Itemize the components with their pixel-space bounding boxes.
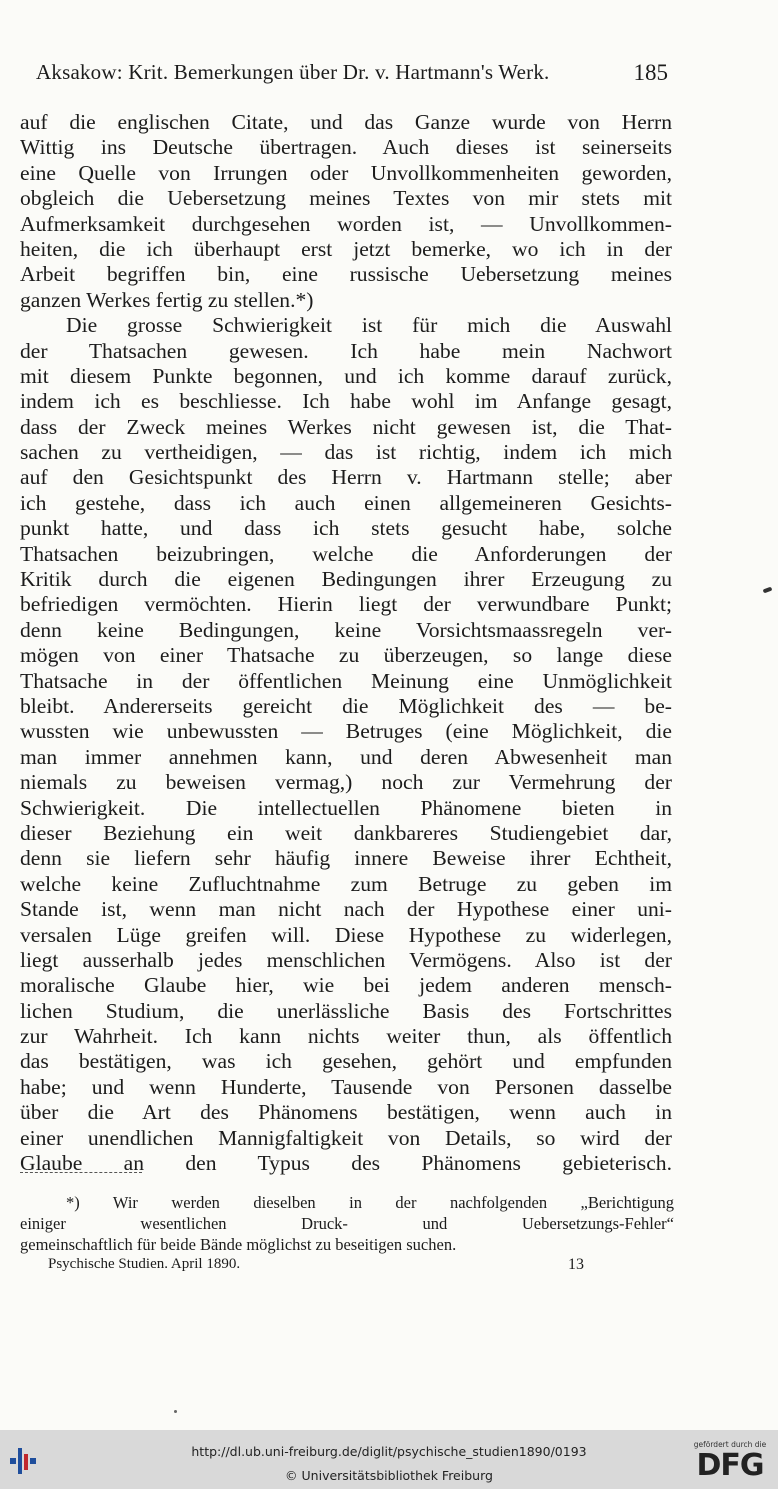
text-line: lichen Studium, die unerlässliche Basis des Fortschrittes <box>20 998 672 1023</box>
text-line: moralische Glaube hier, wie bei jedem anderen mensch- <box>20 973 672 998</box>
text-line: einer unendlichen Mannigfaltigkeit von Details, so wird der <box>20 1125 672 1150</box>
text-line: punkt hatte, und dass ich stets gesucht habe, solche <box>20 516 672 541</box>
text-line: eine Quelle von Irrungen oder Unvollkommenheiten geworden, <box>20 160 672 185</box>
printer-signature <box>48 1256 608 1276</box>
text-line: liegt ausserhalb jedes menschlichen Vermögens. Also ist der <box>20 947 672 972</box>
text-line: Thatsachen beizubringen, welche die Anforderungen der <box>20 541 672 566</box>
copyright-notice: © Universitätsbibliothek Freiburg <box>285 1468 493 1483</box>
text-line: Kritik durch die eigenen Bedingungen ihrer Erzeugung zu <box>20 567 672 592</box>
text-line: niemals zu beweisen vermag,) noch zur Vermehrung der <box>20 770 672 795</box>
permalink-url[interactable]: http://dl.ub.uni-freiburg.de/diglit/psychische_studien1890/0193 <box>191 1444 587 1459</box>
text-line: mögen von einer Thatsache zu überzeugen, so lange diese <box>20 643 672 668</box>
text-line: denn sie liefern sehr häufig innere Beweise ihrer Echtheit, <box>20 846 672 871</box>
dfg-logo[interactable]: DFG <box>696 1448 764 1483</box>
paragraph-start-line: Die grosse Schwierigkeit ist für mich die Auswahl <box>66 313 672 338</box>
text-line: sachen zu vertheidigen, — das ist richtig, indem ich mich <box>20 440 672 465</box>
text-line: zur Wahrheit. Ich kann nichts weiter thun, als öffentlich <box>20 1024 672 1049</box>
dfg-caption: gefördert durch die <box>693 1440 767 1449</box>
text-line: das bestätigen, was ich gesehen, gehört und empfunden <box>20 1049 672 1074</box>
footnote-line: gemeinschaftlich für beide Bände möglichst zu beseitigen suchen. <box>20 1235 457 1254</box>
footnote-line: *) Wir werden dieselben in der nachfolgenden „Berichtigung <box>66 1193 674 1212</box>
text-line: dieser Beziehung ein weit dankbareres Studiengebiet dar, <box>20 820 672 845</box>
text-line: auf den Gesichtspunkt des Herrn v. Hartmann stelle; aber <box>20 465 672 490</box>
text-line: auf die englischen Citate, und das Ganze wurde von Herrn <box>20 110 672 134</box>
running-title: Aksakow: Krit. Bemerkungen über Dr. v. Hartmann's Werk. <box>36 60 550 84</box>
scan-speck <box>174 1410 177 1413</box>
text-line: Schwierigkeit. Die intellectuellen Phänomene bieten in <box>20 795 672 820</box>
text-line: mit diesem Punkte begonnen, und ich komme darauf zurück, <box>20 363 672 388</box>
sheet-number: 13 <box>568 1256 584 1273</box>
text-line: denn keine Bedingungen, keine Vorsichtsmaassregeln ver- <box>20 617 672 642</box>
text-line: heiten, die ich überhaupt erst jetzt bemerke, wo ich in der <box>20 236 672 261</box>
text-line: dass der Zweck meines Werkes nicht gewesen ist, die That- <box>20 414 672 439</box>
text-line: Arbeit begriffen bin, eine russische Uebersetzung meines <box>20 262 672 287</box>
text-line: man immer annehmen kann, und deren Abwesenheit man <box>20 744 672 769</box>
text-line: über die Art des Phänomens bestätigen, wenn auch in <box>20 1100 672 1125</box>
text-line: Aufmerksamkeit durchgesehen worden ist, — Unvollkommen- <box>20 211 672 236</box>
text-line: der Thatsachen gewesen. Ich habe mein Nachwort <box>20 338 672 363</box>
text-line: welche keine Zufluchtnahme zum Betruge zu geben im <box>20 871 672 896</box>
body-text <box>20 110 672 1176</box>
text-line: habe; und wenn Hunderte, Tausende von Personen dasselbe <box>20 1074 672 1099</box>
text-line: bleibt. Andererseits gereicht die Möglichkeit des — be- <box>20 693 672 718</box>
text-line: ich gestehe, dass ich auch einen allgemeineren Gesichts- <box>20 490 672 515</box>
footnote-rule <box>20 1172 142 1174</box>
text-line: Glaube an den Typus des Phänomens gebieterisch. <box>20 1151 672 1176</box>
footnote-line: einiger wesentlichen Druck- und Uebersetzungs-Fehler“ <box>20 1214 674 1233</box>
text-line: Wittig ins Deutsche übertragen. Auch dieses ist seinerseits <box>20 135 672 160</box>
margin-mark <box>763 587 773 594</box>
footnote <box>20 1192 674 1255</box>
text-line: wussten wie unbewussten — Betruges (eine Möglichkeit, die <box>20 719 672 744</box>
text-line: Thatsache in der öffentlichen Meinung eine Unmöglichkeit <box>20 668 672 693</box>
viewer-footer <box>0 1430 778 1489</box>
text-line: Stande ist, wenn man nicht nach der Hypothese einer uni- <box>20 897 672 922</box>
text-line: indem ich es beschliesse. Ich habe wohl im Anfange gesagt, <box>20 389 672 414</box>
page-header <box>36 60 668 90</box>
text-line: versalen Lüge greifen will. Diese Hypothese zu widerlegen, <box>20 922 672 947</box>
text-line: obgleich die Uebersetzung meines Textes von mir stets mit <box>20 186 672 211</box>
text-line: ganzen Werkes fertig zu stellen.*) <box>20 287 314 312</box>
journal-signature: Psychische Studien. April 1890. <box>48 1256 241 1272</box>
page-number: 185 <box>633 60 668 85</box>
text-line: befriedigen vermöchten. Hierin liegt der verwundbare Punkt; <box>20 592 672 617</box>
